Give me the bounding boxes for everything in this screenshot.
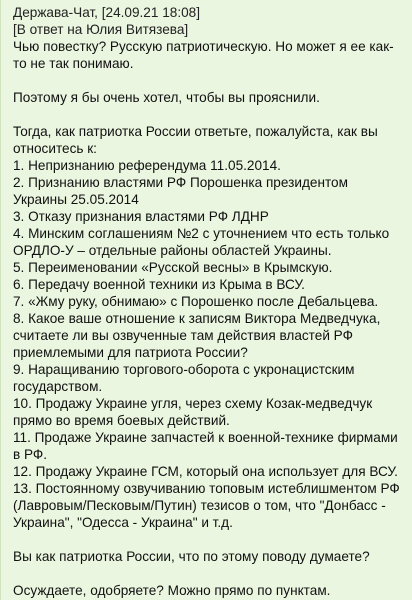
- list-item: 3. Отказу признания властями РФ ЛДНР: [13, 209, 269, 224]
- request-paragraph: Поэтому я бы очень хотел, чтобы вы прояснили.: [13, 90, 320, 105]
- list-item: 2. Признанию властями РФ Порошенка президентом Украины 25.05.2014: [13, 175, 348, 207]
- question-list: [13, 157, 404, 531]
- list-item: 9. Наращиванию торгового-оборота с укронацистским государством.: [13, 362, 355, 394]
- list-item: 1. Непризнанию референдума 11.05.2014.: [13, 158, 281, 173]
- sender-and-timestamp: Держава-Чат, [24.09.21 18:08]: [13, 5, 200, 20]
- question-paragraph: Тогда, как патриотка России ответьте, пожалуйста, как вы относитесь к:: [13, 124, 378, 156]
- list-item: 4. Минским соглашениям №2 с уточнением что есть только ОРДЛО-У – отдельные районы областей Украины.: [13, 226, 390, 258]
- list-item: 5. Переименовании «Русской весны» в Крымскую.: [13, 260, 333, 275]
- message-text: [13, 38, 404, 599]
- message-header: [13, 4, 404, 38]
- closing-question: Вы как патриотка России, что по этому поводу думаете?: [13, 549, 370, 564]
- list-item: 6. Передачу военной техники из Крыма в ВСУ.: [13, 277, 305, 292]
- list-item: 11. Продаже Украине запчастей к военной-технике фирмами в РФ.: [13, 430, 398, 462]
- list-item: 7. «Жму руку, обнимаю» с Порошенко после Дебальцева.: [13, 294, 379, 309]
- list-item: 10. Продажу Украине угля, через схему Козак-медведчук прямо во время боевых действий.: [13, 396, 373, 428]
- list-item: 12. Продажу Украине ГСМ, который она использует для ВСУ.: [13, 464, 398, 479]
- reply-reference: [В ответ на Юлия Витязева]: [13, 22, 189, 37]
- list-item: 8. Какое ваше отношение к записям Виктора Медведчука, считаете ли вы озвученные там действия властей РФ приемлемыми для патриота России?: [13, 311, 381, 360]
- intro-paragraph: Чью повестку? Русскую патриотическую. Но может я ее как-то не так понимаю.: [13, 39, 394, 71]
- closing-request: Осуждаете, одобряете? Можно прямо по пунктам.: [13, 583, 331, 598]
- list-item: 13. Постоянному озвучиванию топовым истеблишментом РФ (Лавровым/Песковым/Путин) тезисов о том, что "Донбасс - Украина", "Одесса - Украина" и т.д.: [13, 481, 400, 530]
